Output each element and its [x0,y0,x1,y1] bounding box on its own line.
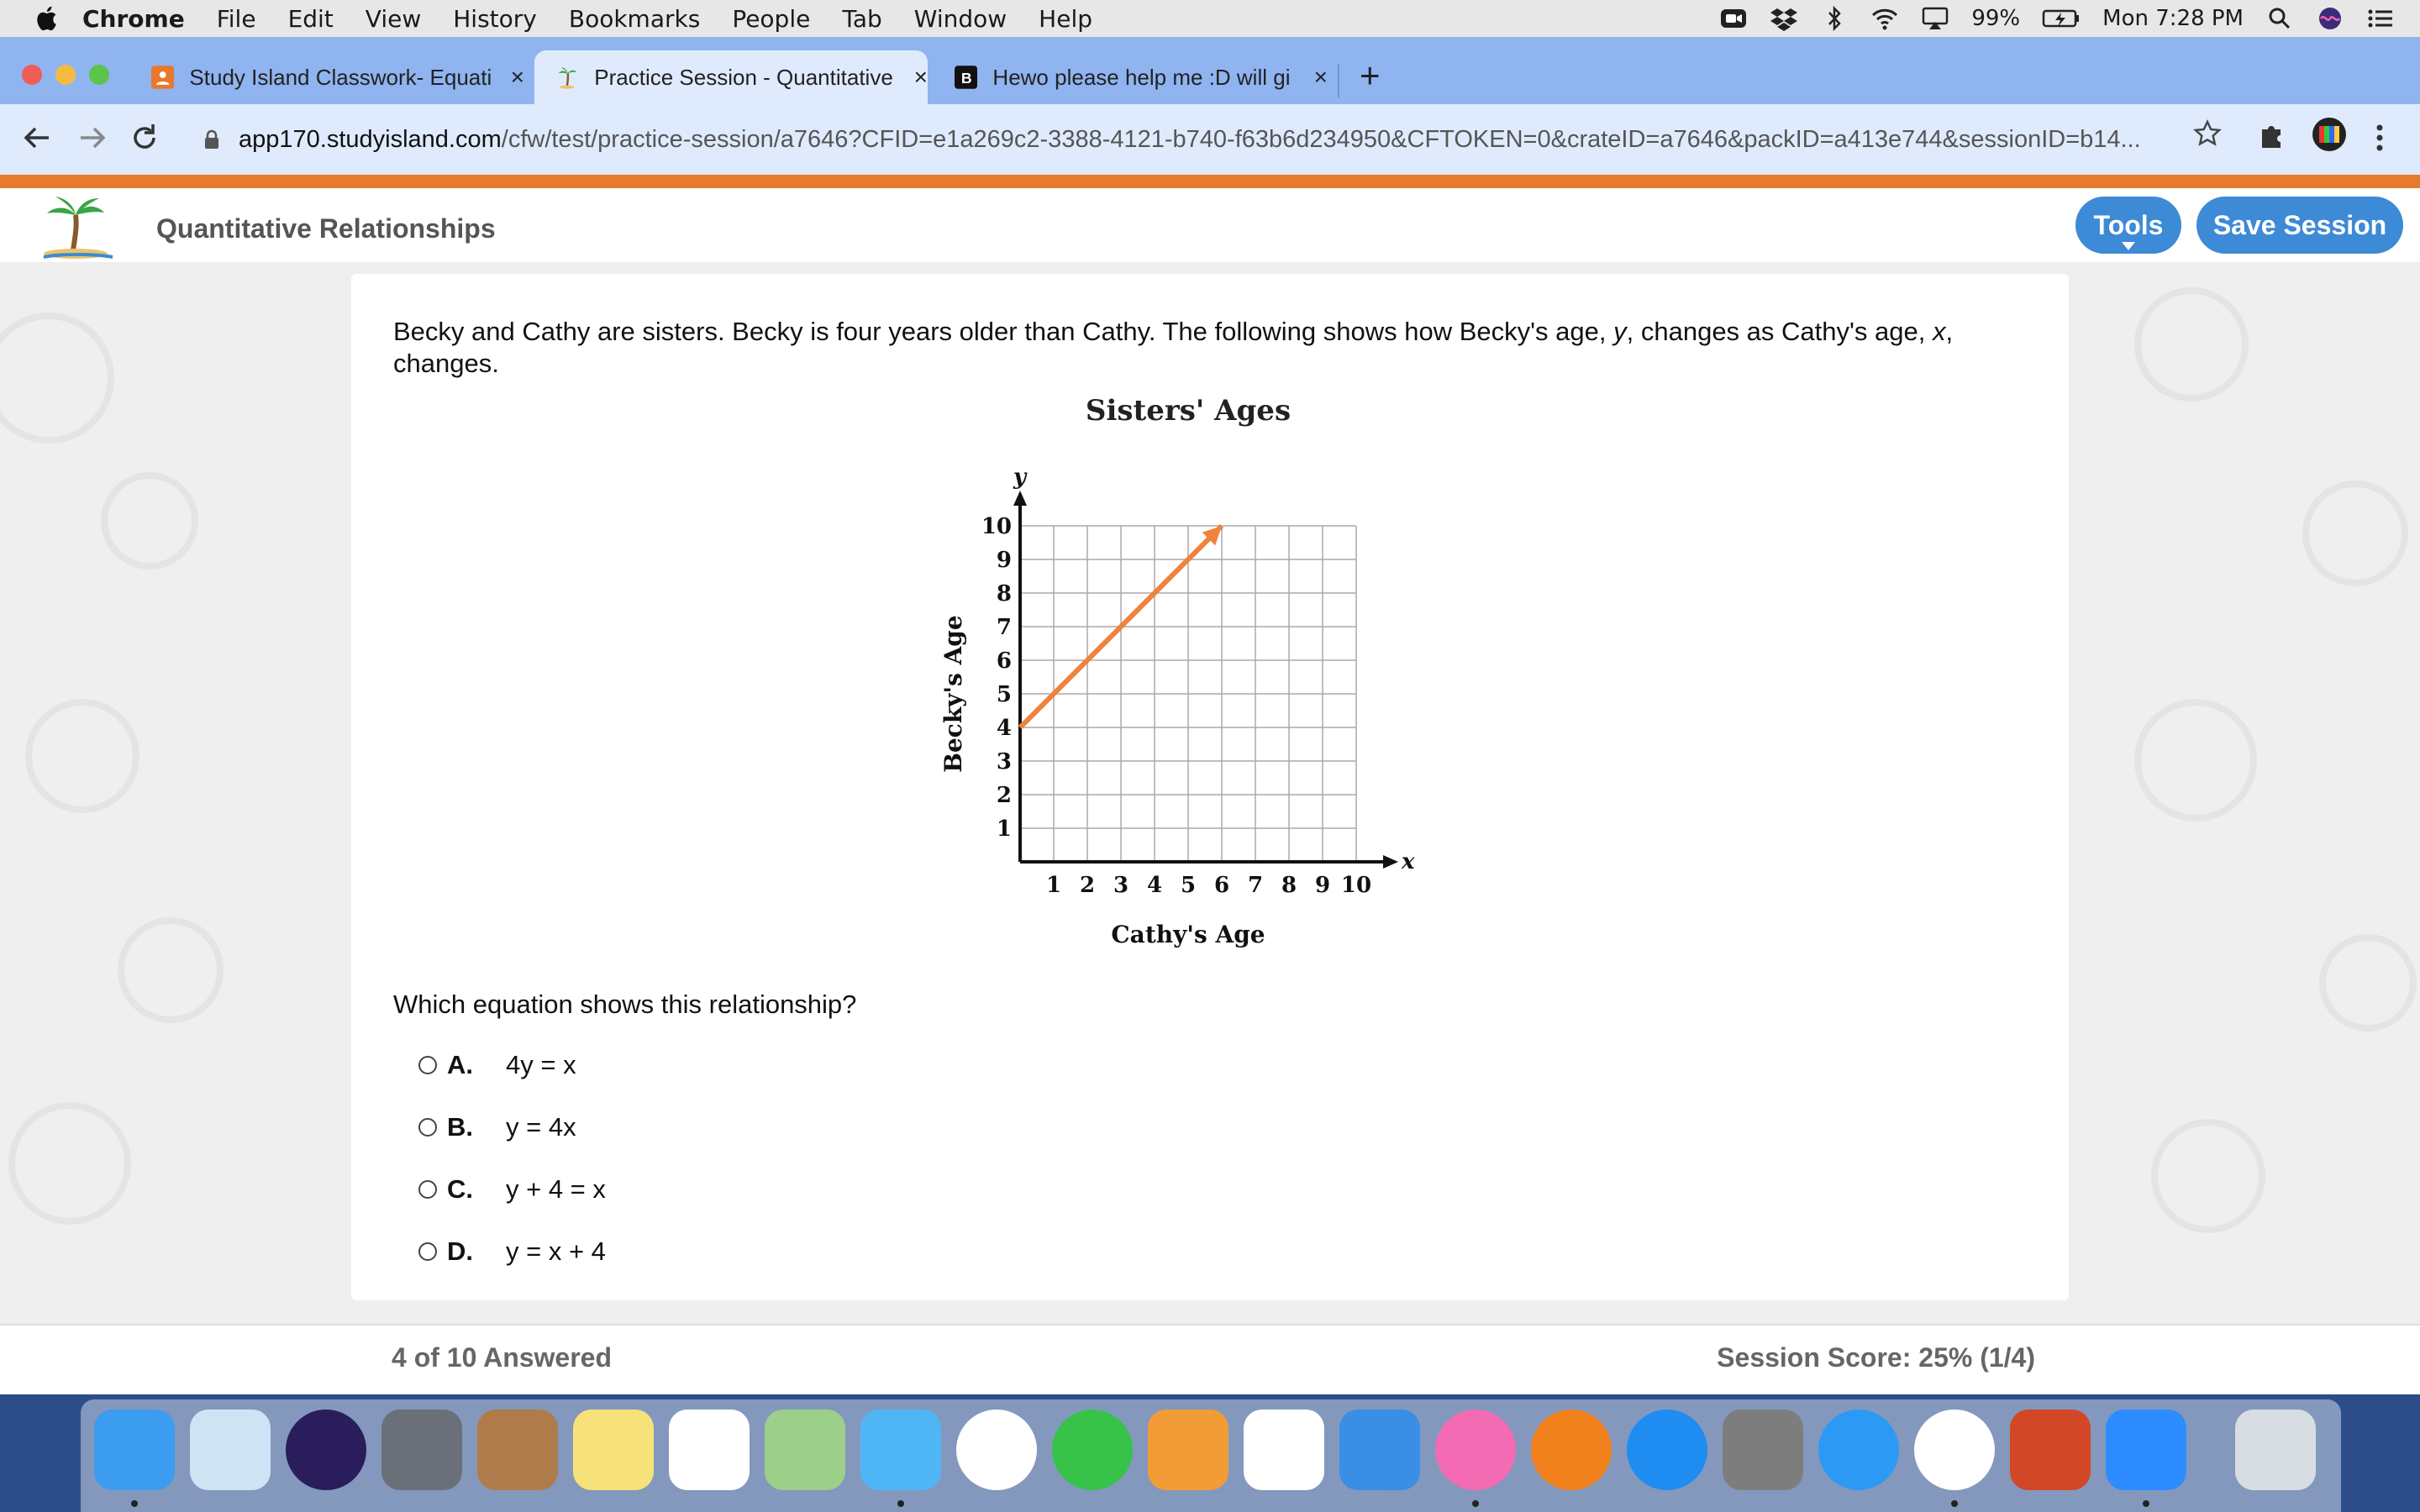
reminders-icon[interactable] [669,1410,750,1490]
menu-help[interactable]: Help [1039,4,1092,33]
launchpad-icon[interactable] [381,1410,462,1490]
address-bar[interactable] [178,113,2230,166]
zoom-icon[interactable] [2106,1410,2186,1490]
y-tick-label: 6 [996,648,1012,674]
tab-title: Hewo please help me :D will gi [992,64,1291,90]
keynote-icon[interactable] [1339,1410,1420,1490]
wifi-icon[interactable] [1870,6,1899,31]
accent-stripe [0,175,2420,188]
x-tick-label: 2 [1079,873,1096,898]
x-tick-label: 9 [1314,873,1331,898]
save-session-label: Save Session [2212,209,2387,240]
chart-title: Sisters' Ages [1085,394,1292,428]
question-text-part: , changes as Cathy's age, [1626,317,1933,346]
x-tick-label: 4 [1146,873,1163,898]
x-axis-variable: x [1402,849,1415,874]
question-text [393,316,1990,380]
window-minimize-button[interactable] [55,65,76,85]
tab-study-island-classwork[interactable] [129,50,524,104]
choice-letter: A. [447,1050,473,1079]
numbers-icon[interactable] [1244,1410,1324,1490]
dropbox-icon[interactable] [1770,6,1798,31]
choice-b[interactable] [418,1110,576,1144]
running-indicator [897,1500,904,1507]
url-host: app170.studyisland.com [239,125,502,153]
new-tab-button[interactable]: + [1360,55,1381,95]
chrome-icon[interactable] [1914,1410,1995,1490]
choice-c-radio[interactable] [418,1180,437,1199]
pages-icon[interactable] [1148,1410,1228,1490]
question-prompt: Which equation shows this relationship? [393,990,857,1019]
decorative-badge-icon [2134,699,2257,822]
x-axis-arrow-icon [1383,855,1398,869]
tab-close-icon[interactable]: × [1313,64,1328,90]
session-score: Session Score: 25% (1/4) [1717,1342,2035,1373]
menu-bookmarks[interactable]: Bookmarks [568,4,701,33]
choice-letter: D. [447,1236,473,1266]
books-icon[interactable] [1531,1410,1612,1490]
extensions-puzzle-icon[interactable] [2257,119,2287,150]
system-preferences-icon[interactable] [1723,1410,1803,1490]
choice-equation: y = x + 4 [506,1236,606,1266]
tab-title: Practice Session - Quantitative [594,64,893,90]
menu-people[interactable]: People [732,4,811,33]
contacts-icon[interactable] [477,1410,558,1490]
tab-close-icon[interactable]: × [510,64,524,90]
decorative-badge-icon [2302,480,2408,586]
y-tick-label: 1 [996,816,1012,842]
chrome-menu-icon[interactable] [2373,123,2386,156]
photos-icon[interactable] [956,1410,1037,1490]
x-tick-label: 1 [1045,873,1062,898]
decorative-badge-icon [101,472,198,570]
question-card [351,274,2069,1300]
running-indicator [2143,1500,2149,1507]
reload-icon[interactable] [128,121,161,155]
x-tick-label: 8 [1281,873,1297,898]
choice-a-radio[interactable] [418,1056,437,1074]
decorative-badge-icon [118,917,224,1023]
y-axis-arrow-icon [1013,491,1027,506]
decorative-badge-icon [8,1102,131,1225]
y-tick-label: 3 [996,749,1012,774]
window-zoom-button[interactable] [89,65,109,85]
choice-equation: y = 4x [506,1112,576,1142]
itunes-icon[interactable] [1435,1410,1516,1490]
trash-icon[interactable] [2235,1410,2316,1490]
decorative-badge-icon [2134,287,2249,402]
facetime-icon[interactable] [1052,1410,1133,1490]
battery-percent: 99% [1971,6,2021,31]
menu-chrome[interactable]: Chrome [82,4,185,33]
choice-equation: 4y = x [506,1050,576,1079]
site-header [0,188,2420,262]
choice-letter: B. [447,1112,473,1142]
powerpoint-icon[interactable] [2010,1410,2091,1490]
profile-avatar-icon[interactable] [2311,116,2348,153]
y-tick-label: 10 [981,514,1012,539]
lock-icon[interactable] [203,129,220,150]
battery-charging-icon[interactable] [2042,6,2081,31]
page-title: Quantitative Relationships [156,213,496,244]
menu-window[interactable]: Window [913,4,1007,33]
tab-brainly-question[interactable] [933,50,1328,104]
choice-c[interactable] [418,1173,606,1206]
svg-text:B: B [960,69,972,87]
decorative-badge-icon [0,312,114,444]
x-tick-label: 7 [1247,873,1264,898]
save-session-button[interactable] [2196,197,2403,254]
decorative-badge-icon [2151,1119,2265,1233]
y-tick-label: 4 [996,716,1012,741]
tab-title: Study Island Classwork- Equati [189,64,492,90]
variable-x: x [1932,317,1946,346]
choice-b-radio[interactable] [418,1118,437,1137]
tab-close-icon[interactable]: × [913,64,928,90]
menu-bar [0,0,2420,37]
messages-icon[interactable] [860,1410,941,1490]
bluetooth-icon[interactable] [1820,6,1849,31]
notes-icon[interactable] [573,1410,654,1490]
answered-count: 4 of 10 Answered [392,1342,613,1373]
y-tick-label: 7 [996,615,1012,640]
app-store-icon[interactable] [1627,1410,1707,1490]
x-axis-title: Cathy's Age [1111,921,1265,948]
maps-icon[interactable] [765,1410,845,1490]
menu-file[interactable]: File [216,4,256,33]
y-tick-label: 9 [996,548,1012,573]
back-arrow-icon[interactable] [20,121,54,155]
running-indicator [131,1500,138,1507]
choice-equation: y + 4 = x [506,1174,606,1204]
siri-icon[interactable] [286,1410,366,1490]
tab-practice-session[interactable] [534,50,928,104]
decorative-badge-icon [2319,934,2417,1032]
notification-center-icon[interactable] [2366,6,2395,31]
forward-arrow-icon[interactable] [76,121,109,155]
zoom-status-icon[interactable] [1719,6,1748,31]
question-text-part: , changes. [393,317,1954,378]
running-indicator [1472,1500,1479,1507]
safari-icon[interactable] [1818,1410,1899,1490]
mail-icon[interactable] [190,1410,271,1490]
tab-divider [1338,64,1339,97]
menu-edit[interactable]: Edit [287,4,334,33]
spotlight-search-icon[interactable] [2265,6,2294,31]
status-area [1719,0,2395,37]
menu-tab[interactable]: Tab [842,4,882,33]
y-tick-label: 2 [996,783,1012,808]
apple-menu-icon[interactable] [34,4,62,33]
variable-y: y [1613,317,1627,346]
x-tick-label: 5 [1180,873,1197,898]
tab-strip [0,37,2420,104]
x-tick-label: 3 [1113,873,1129,898]
window-close-button[interactable] [22,65,42,85]
question-text-part: Becky and Cathy are sisters. Becky is four years older than Cathy. The following shows how Becky's age, [393,317,1614,346]
caret-down-icon [2122,242,2135,250]
decorative-badge-icon [25,699,139,813]
palm-tree-favicon-icon [556,66,579,89]
choice-d-radio[interactable] [418,1242,437,1261]
brainly-favicon-icon [955,66,977,89]
session-footer [0,1324,2420,1396]
sisters-ages-chart [889,391,1763,963]
bookmark-star-icon[interactable] [2193,119,2222,148]
choice-a[interactable] [418,1048,576,1082]
finder-icon[interactable] [94,1410,175,1490]
classroom-favicon-icon [151,66,174,89]
clock[interactable]: Mon 7:28 PM [2102,6,2244,31]
browser-toolbar [0,104,2420,175]
y-axis-variable: y [1013,465,1027,490]
y-axis-title: Becky's Age [939,615,967,773]
url-path: /cfw/test/practice-session/a7646?CFID=e1a269c2-3388-4121-b740-f63b6d234950&CFTOKEN=0&crateID=a7646&packID=a413e744&sessionID=b14... [501,125,2141,153]
y-tick-label: 8 [996,581,1012,606]
airplay-icon[interactable] [1921,6,1949,31]
choice-d[interactable] [418,1235,606,1268]
menu-view[interactable]: View [365,4,422,33]
x-tick-label: 10 [1340,873,1372,898]
siri-icon[interactable] [2316,6,2344,31]
menu-history[interactable]: History [453,4,537,33]
tools-button-label: Tools [2093,209,2164,240]
choice-letter: C. [447,1174,473,1204]
running-indicator [1951,1500,1958,1507]
study-island-logo-icon[interactable] [39,192,116,259]
tools-button[interactable] [2075,197,2181,254]
y-tick-label: 5 [996,682,1012,707]
x-tick-label: 6 [1213,873,1230,898]
